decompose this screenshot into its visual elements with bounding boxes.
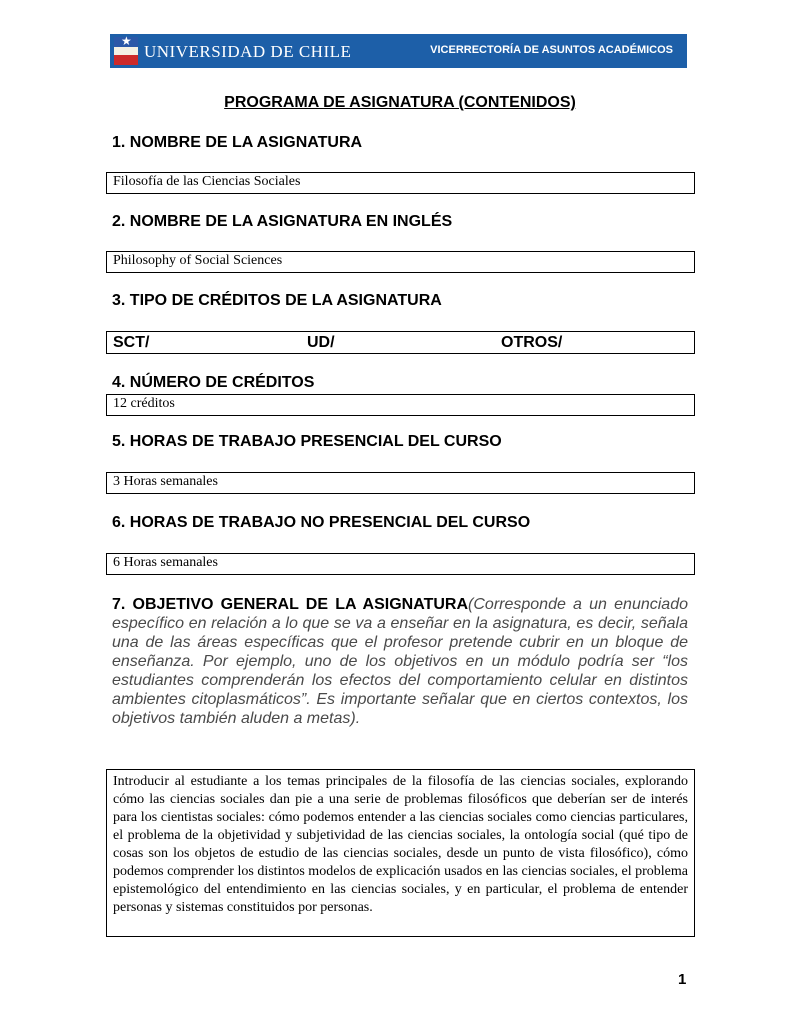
independent-hours-field: 6 Horas semanales [106,553,695,575]
university-crest-icon: ★ [114,37,138,65]
section-2-heading: 2. NOMBRE DE LA ASIGNATURA EN INGLÉS [112,213,453,230]
credit-type-otros: OTROS/ [501,334,563,351]
university-name: UNIVERSIDAD DE CHILE [144,42,352,61]
section-6-heading: 6. HORAS DE TRABAJO NO PRESENCIAL DEL CURSO [112,514,531,531]
credit-count-field: 12 créditos [106,394,695,416]
section-7-heading: 7. OBJETIVO GENERAL DE LA ASIGNATURA [112,596,469,613]
course-name-english-field: Philosophy of Social Sciences [106,251,695,273]
section-3-heading: 3. TIPO DE CRÉDITOS DE LA ASIGNATURA [112,292,442,309]
course-name-field: Filosofía de las Ciencias Sociales [106,172,695,194]
in-person-hours-field: 3 Horas semanales [106,472,695,494]
credit-type-ud: UD/ [307,334,335,351]
page-title: PROGRAMA DE ASIGNATURA (CONTENIDOS) [224,94,576,111]
section-5-heading: 5. HORAS DE TRABAJO PRESENCIAL DEL CURSO [112,433,502,450]
section-1-heading: 1. NOMBRE DE LA ASIGNATURA [112,134,363,151]
credit-type-sct: SCT/ [113,334,150,351]
credit-type-row [106,331,695,354]
header-banner [110,34,687,68]
section-7-description: (Corresponde a un enunciado específico en relación a lo que se va a enseñar en la asignatura, es decir, señala una de las áreas específicas que el profesor pretende cubrir en un bloque de enseñanza. Por ejemplo, uno de los objetivos en un módulo podría ser “los estudiantes comprenderán los efectos del comportamiento celular en distintos ambientes citoplasmáticos”. Es importante señalar que en ciertos contextos, los objetivos también aluden a metas). [112,596,688,727]
section-4-heading: 4. NÚMERO DE CRÉDITOS [112,374,315,391]
section-7-text [112,595,688,728]
vice-rectorate-name: VICERRECTORÍA DE ASUNTOS ACADÉMICOS [430,44,673,56]
page-number: 1 [678,971,687,988]
general-objective-field: Introducir al estudiante a los temas principales de la filosofía de las ciencias sociales, explorando cómo las ciencias sociales dan pie a una serie de problemas filosóficos que deberían ser de interés para los cientistas sociales: cómo podemos entender a las ciencias sociales como ciencias particulares, el problema de la objetividad y subjetividad de las ciencias sociales, la ontología social (qué tipo de cosas son los objetos de estudio de las ciencias sociales, desde un punto de vista filosófico), cómo podemos comprender los distintos modelos de explicación usados en las ciencias sociales, el problema epistemológico del entendimiento en las ciencias sociales, y en particular, el problema de entender personas y sistemas constituidos por personas. [106,769,695,937]
